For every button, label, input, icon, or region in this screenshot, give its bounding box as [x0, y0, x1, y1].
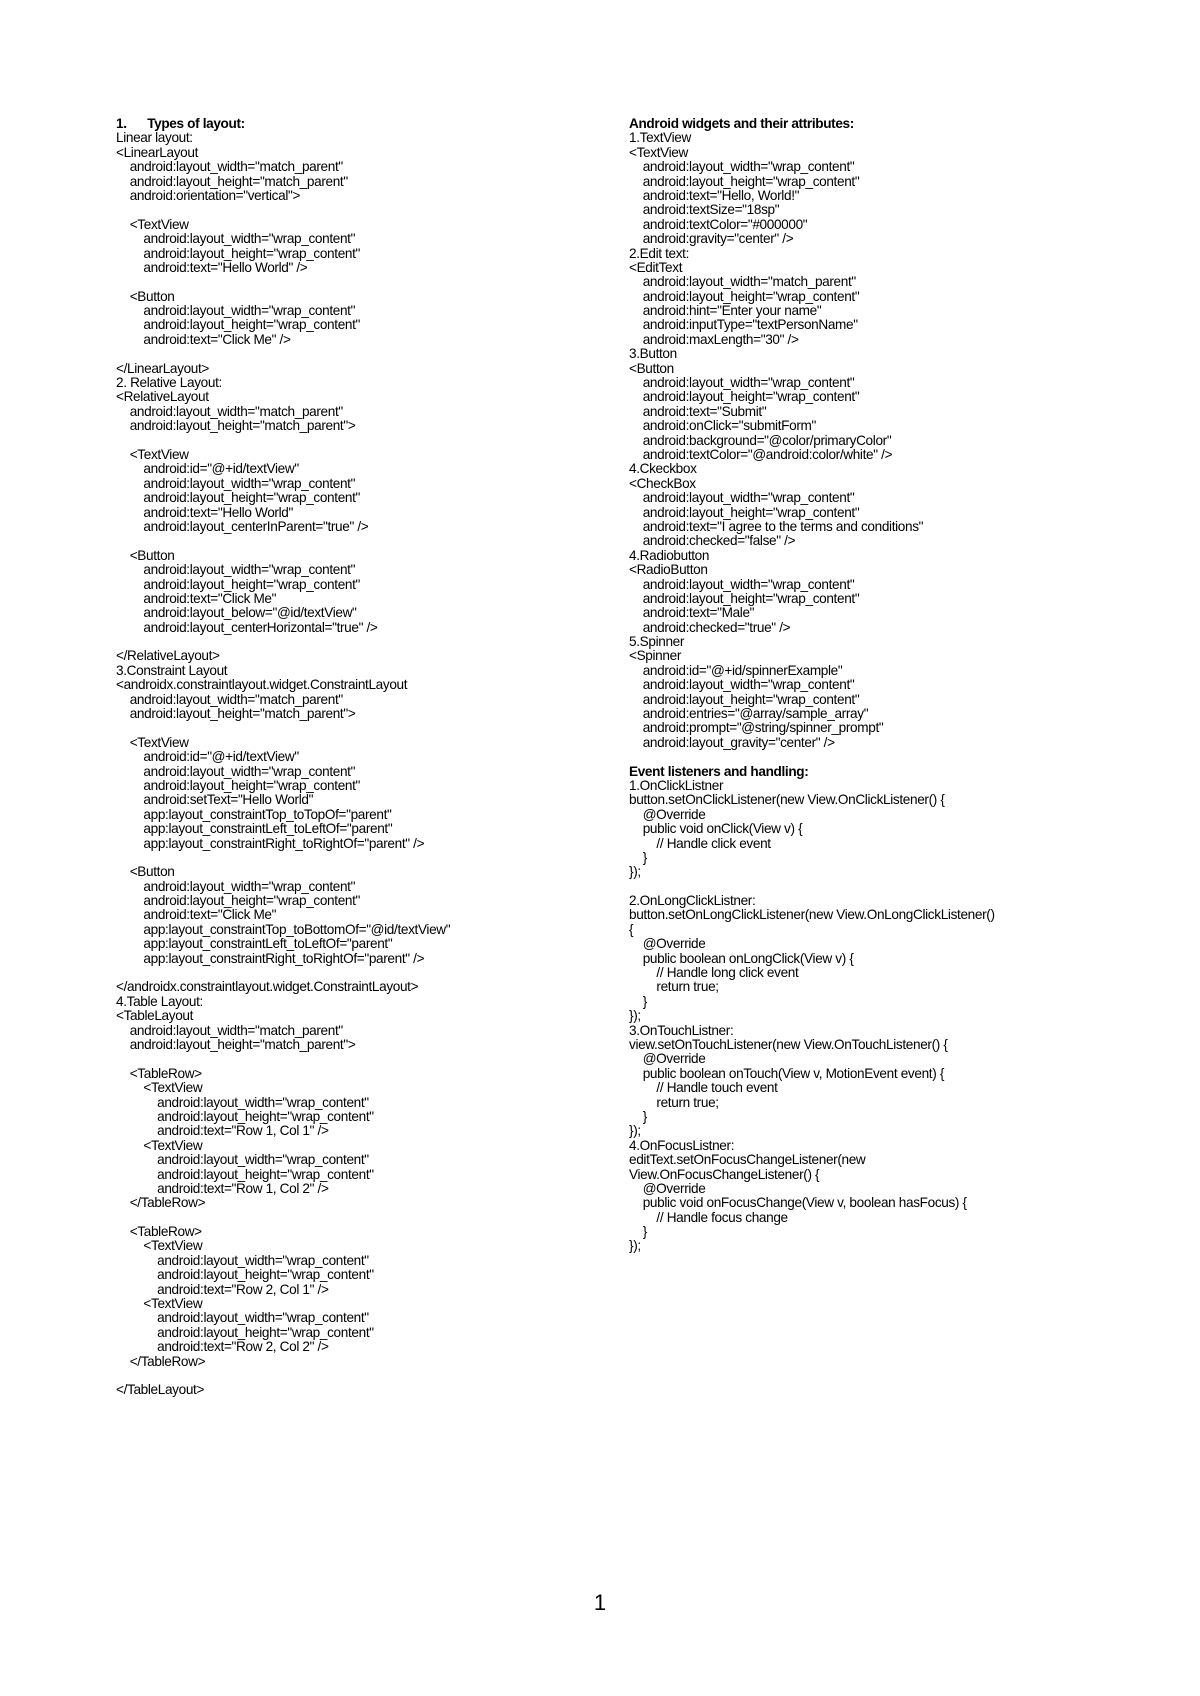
code-line: android:id="@+id/textView"	[116, 749, 299, 765]
code-line	[116, 721, 596, 735]
code-line: android:textColor="#000000"	[629, 216, 808, 232]
code-line: android:id="@+id/textView"	[116, 461, 299, 477]
code-line: app:layout_constraintRight_toRightOf="parent" />	[116, 950, 425, 966]
code-line	[116, 434, 596, 448]
code-line: android:text="Click Me"	[116, 590, 277, 606]
code-line: <TextView	[629, 144, 688, 160]
code-line: public void onClick(View v) {	[629, 821, 803, 837]
code-line: <TableRow>	[116, 1224, 202, 1240]
code-line: android:maxLength="30" />	[629, 331, 799, 347]
code-line: // Handle long click event	[629, 965, 799, 981]
code-line: // Handle touch event	[629, 1080, 778, 1096]
code-line: android:layout_height="wrap_content"	[116, 777, 361, 793]
code-line	[116, 534, 596, 548]
code-line: 4.OnFocusListner:	[629, 1137, 735, 1153]
code-line: });	[629, 1123, 641, 1139]
code-line: </TableRow>	[116, 1195, 206, 1211]
code-line	[629, 880, 1129, 894]
code-line: 3.Button	[629, 346, 677, 362]
types-of-layout-heading: 1. Types of layout:	[116, 116, 245, 131]
code-line: android:text="Male"	[629, 605, 755, 621]
code-line: <TextView	[116, 216, 189, 232]
code-line: android:text="I agree to the terms and conditions"	[629, 518, 924, 534]
code-line: <LinearLayout	[116, 144, 198, 160]
code-line: android:layout_width="wrap_content"	[116, 562, 356, 578]
code-line: android:layout_height="wrap_content"	[116, 576, 361, 592]
code-line: @Override	[629, 806, 706, 822]
code-line: android:layout_height="wrap_content"	[629, 173, 860, 189]
code-line: android:layout_width="wrap_content"	[629, 576, 855, 592]
code-line: android:layout_height="wrap_content"	[116, 893, 361, 909]
code-line: <TextView	[116, 1137, 203, 1153]
code-line: {	[629, 921, 634, 937]
code-line: android:layout_width="match_parent"	[116, 1022, 343, 1038]
code-line: 1.OnClickListner	[629, 777, 724, 793]
code-line: 4.Radiobutton	[629, 547, 710, 563]
code-line: <TextView	[116, 446, 189, 462]
code-line: android:layout_width="wrap_content"	[116, 1252, 369, 1268]
code-line: </LinearLayout>	[116, 360, 210, 376]
code-line: <TableLayout	[116, 1008, 194, 1024]
code-line: android:layout_height="wrap_content"	[116, 490, 361, 506]
code-line: android:textColor="@android:color/white" />	[629, 446, 893, 462]
code-line: android:id="@+id/spinnerExample"	[629, 662, 843, 678]
code-line: android:layout_width="match_parent"	[116, 403, 343, 419]
code-line: android:layout_width="wrap_content"	[116, 1094, 369, 1110]
code-line: }	[629, 1108, 647, 1124]
code-line: android:text="Click Me" />	[116, 331, 291, 347]
code-line: android:layout_width="wrap_content"	[116, 1152, 369, 1168]
code-line	[116, 347, 596, 361]
code-line: android:layout_width="wrap_content"	[116, 231, 356, 247]
code-line: android:layout_height="wrap_content"	[629, 504, 860, 520]
code-line: 4.Ckeckbox	[629, 461, 697, 477]
code-line: public void onFocusChange(View v, boolean hasFocus) {	[629, 1195, 967, 1211]
code-line: view.setOnTouchListener(new View.OnTouchListener() {	[629, 1037, 948, 1052]
code-line: android:entries="@array/sample_array"	[629, 706, 869, 722]
code-line: button.setOnClickListener(new View.OnClickListener() {	[629, 792, 945, 808]
code-line: android:text="Row 2, Col 1" />	[116, 1281, 329, 1297]
event-listeners-code-block	[629, 779, 1129, 1254]
code-line: android:text="Submit"	[629, 403, 767, 419]
code-line: <RelativeLayout	[116, 389, 209, 405]
page-number: 1	[593, 1590, 607, 1615]
code-line: }	[629, 1224, 647, 1240]
code-line: android:hint="Enter your name"	[629, 303, 822, 319]
code-line: editText.setOnFocusChangeListener(new	[629, 1152, 866, 1168]
code-line: android:text="Click Me"	[116, 907, 277, 923]
code-line: android:layout_width="wrap_content"	[116, 763, 356, 779]
code-line: android:textSize="18sp"	[629, 202, 780, 218]
code-line: });	[629, 1238, 641, 1254]
code-line: android:layout_centerHorizontal="true" />	[116, 619, 378, 635]
code-line	[116, 1369, 596, 1383]
code-line: android:layout_centerInParent="true" />	[116, 518, 369, 534]
code-line: android:layout_height="wrap_content"	[629, 389, 860, 405]
code-line: android:layout_height="match_parent">	[116, 1037, 356, 1052]
code-line	[116, 1211, 596, 1225]
code-line: });	[629, 864, 641, 880]
code-line: android:background="@color/primaryColor"	[629, 432, 892, 448]
code-line: android:layout_width="wrap_content"	[629, 677, 855, 693]
code-line: android:layout_width="wrap_content"	[116, 475, 356, 491]
code-line: @Override	[629, 936, 706, 952]
left-column	[116, 117, 596, 1398]
code-line: 1.TextView	[629, 130, 691, 146]
left-code-block	[116, 131, 596, 1397]
code-line: android:text="Row 1, Col 1" />	[116, 1123, 329, 1139]
code-line: android:layout_height="wrap_content"	[629, 691, 860, 707]
code-line: android:layout_below="@id/textView"	[116, 605, 357, 621]
code-line: android:layout_width="match_parent"	[629, 274, 856, 290]
code-line: @Override	[629, 1051, 706, 1067]
code-line: android:layout_width="match_parent"	[116, 159, 343, 175]
code-line: android:text="Row 1, Col 2" />	[116, 1180, 329, 1196]
code-line: android:layout_width="wrap_content"	[629, 490, 855, 506]
code-line: android:layout_height="match_parent">	[116, 706, 356, 722]
code-line: return true;	[629, 1094, 719, 1110]
code-line: android:layout_height="wrap_content"	[116, 1324, 374, 1340]
code-line: <TextView	[116, 1296, 203, 1312]
code-line: 2. Relative Layout:	[116, 375, 222, 391]
code-line: 5.Spinner	[629, 634, 685, 650]
code-line: 3.OnTouchListner:	[629, 1022, 734, 1038]
code-line: <TextView	[116, 1238, 203, 1254]
code-line: Linear layout:	[116, 130, 193, 146]
code-line: <RadioButton	[629, 562, 708, 578]
widgets-heading: Android widgets and their attributes:	[629, 116, 854, 131]
code-line: android:text="Row 2, Col 2" />	[116, 1339, 329, 1355]
code-line: android:layout_height="wrap_content"	[116, 1108, 374, 1124]
code-line: </TableRow>	[116, 1353, 206, 1369]
code-line: // Handle click event	[629, 835, 771, 851]
code-line: // Handle focus change	[629, 1209, 788, 1225]
code-line: <EditText	[629, 259, 683, 275]
code-line: button.setOnLongClickListener(new View.OnLongClickListener()	[629, 907, 995, 923]
code-line: android:onClick="submitForm"	[629, 418, 816, 434]
code-line: <Button	[116, 864, 175, 880]
code-line: app:layout_constraintRight_toRightOf="parent" />	[116, 835, 425, 851]
code-line: <CheckBox	[629, 475, 696, 491]
section-gap	[629, 750, 1129, 764]
code-line: <Button	[116, 547, 175, 563]
code-line	[116, 966, 596, 980]
code-line: android:layout_width="wrap_content"	[629, 159, 855, 175]
code-line: android:gravity="center" />	[629, 231, 794, 247]
code-line: android:layout_height="wrap_content"	[116, 1166, 374, 1182]
code-line: android:setText="Hello World"	[116, 792, 314, 808]
code-line: android:layout_height="wrap_content"	[629, 288, 860, 304]
code-line: android:layout_height="match_parent">	[116, 418, 356, 434]
code-line	[116, 851, 596, 865]
code-line: </RelativeLayout>	[116, 648, 220, 664]
code-line: View.OnFocusChangeListener() {	[629, 1166, 820, 1182]
code-line: });	[629, 1008, 641, 1024]
code-line: 3.Constraint Layout	[116, 662, 228, 678]
code-line: 2.Edit text:	[629, 245, 690, 261]
right-column	[629, 117, 1129, 1254]
code-line: android:layout_width="wrap_content"	[116, 878, 356, 894]
code-line: return true;	[629, 979, 719, 995]
code-line: 2.OnLongClickListner:	[629, 893, 756, 909]
code-line: android:layout_height="match_parent"	[116, 173, 348, 189]
code-line: android:checked="true" />	[629, 619, 791, 635]
code-line: android:layout_height="wrap_content"	[116, 317, 361, 333]
code-line: android:checked="false" />	[629, 533, 796, 549]
code-line: <TextView	[116, 734, 189, 750]
code-line: app:layout_constraintLeft_toLeftOf="parent"	[116, 821, 393, 837]
code-line: android:inputType="textPersonName"	[629, 317, 858, 333]
code-line: android:layout_gravity="center" />	[629, 734, 835, 750]
code-line: <TextView	[116, 1080, 203, 1096]
code-line: <Spinner	[629, 648, 681, 664]
code-line: app:layout_constraintTop_toBottomOf="@id/textView"	[116, 921, 451, 937]
code-line	[116, 275, 596, 289]
code-line: @Override	[629, 1180, 706, 1196]
event-listeners-heading: Event listeners and handling:	[629, 763, 809, 779]
code-line: public boolean onLongClick(View v) {	[629, 950, 854, 966]
code-line: android:text="Hello World"	[116, 504, 293, 520]
code-line: <androidx.constraintlayout.widget.ConstraintLayout	[116, 677, 408, 693]
code-line: public boolean onTouch(View v, MotionEvent event) {	[629, 1065, 945, 1081]
code-line: }	[629, 993, 647, 1009]
code-line: android:layout_height="wrap_content"	[116, 1267, 374, 1283]
code-line: }	[629, 849, 647, 865]
code-line	[116, 203, 596, 217]
code-line: android:prompt="@string/spinner_prompt"	[629, 720, 884, 736]
code-line: </TableLayout>	[116, 1382, 205, 1398]
code-line: <TableRow>	[116, 1065, 202, 1081]
code-line: app:layout_constraintLeft_toLeftOf="parent"	[116, 936, 393, 952]
code-line: android:text="Hello World" />	[116, 259, 308, 275]
code-line: app:layout_constraintTop_toTopOf="parent"	[116, 806, 392, 822]
code-line: android:layout_width="match_parent"	[116, 691, 343, 707]
code-line: 4.Table Layout:	[116, 993, 203, 1009]
code-line: android:layout_height="wrap_content"	[116, 245, 361, 261]
code-line: <Button	[116, 288, 175, 304]
code-line	[116, 635, 596, 649]
code-line: <Button	[629, 360, 674, 376]
code-line: </androidx.constraintlayout.widget.ConstraintLayout>	[116, 979, 419, 995]
code-line: android:layout_height="wrap_content"	[629, 590, 860, 606]
code-line: android:text="Hello, World!"	[629, 187, 800, 203]
code-line: android:layout_width="wrap_content"	[116, 303, 356, 319]
code-line	[116, 1052, 596, 1066]
code-line: android:layout_width="wrap_content"	[629, 375, 855, 391]
code-line: android:layout_width="wrap_content"	[116, 1310, 369, 1326]
code-line: android:orientation="vertical">	[116, 187, 301, 203]
widgets-code-block	[629, 131, 1129, 750]
